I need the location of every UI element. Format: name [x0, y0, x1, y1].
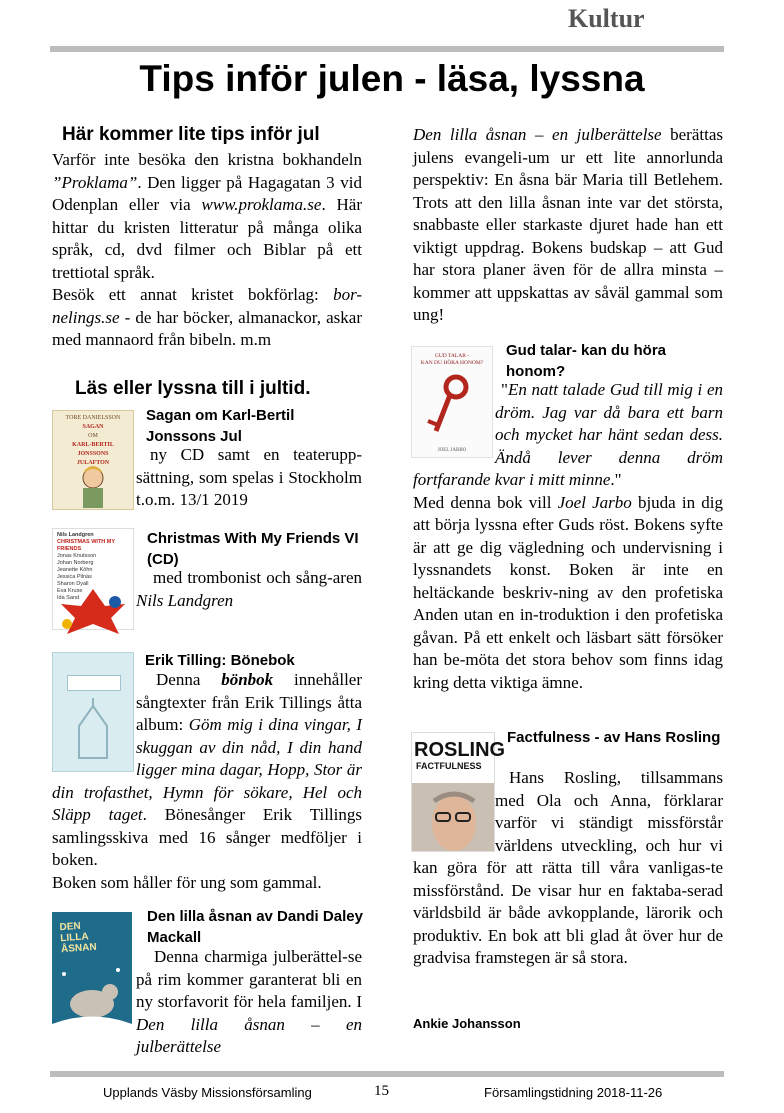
- asnan-text-cont: Den lilla åsnan – en julberättelse berättas julens evangeli-um ur ett lite annorlunda perspektiv: En åsna bär Maria till Betlehem. Trots att den lilla åsnan inte var det största, snabbaste eller starkaste djuret hade han ett viktigt uppdrag. Bokens budskap – att Gud har stora planer även för de allra minsta – kommer att uppskattas av såväl gammal som ung!: [413, 125, 723, 324]
- page-number: 15: [374, 1083, 389, 1099]
- asnan-text-start: Denna charmiga julberättel-se på rim kommer garanterat bli en ny storfavorit för hela familjen. I Den lilla åsnan – en julberättelse: [136, 947, 362, 1056]
- footer-left: Upplands Väsby Missionsförsamling: [103, 1085, 312, 1100]
- fact-title: Factfulness - av Hans Rosling: [507, 729, 721, 746]
- footer-right: Församlingstidning 2018-11-26: [484, 1085, 663, 1100]
- gud-title: Gud talar- kan du höra honom?: [506, 342, 667, 380]
- intro-text: Varför inte besöka den kristna bokhandeln ”Proklama”. Den ligger på Hagagatan 3 vid Odenplan eller via www.proklama.se. Här hittar du kristen litteratur på många olika språk, cd, dvd filmer och Biblar på ett trettiotal språk. Besök ett annat kristet bokförlag: bor-nelings.se - de har böcker, almanackor, askar med mannaord från bibeln. m.m: [52, 150, 362, 349]
- tilling-title: Erik Tilling: Bönebok: [145, 652, 295, 669]
- gud-cover: GUD TALAR - KAN DU HÖRA HONOM? JOEL JARBO: [411, 346, 493, 458]
- fact-text: Hans Rosling, tillsammans med Ola och Anna, förklarar varför vi ständigt missförstår världens utveckling, och hur vi kan göra för att rätta till våra vanligas-te missförstånd. De visar hur en faktaba-serad världsbild är både avkopplande, lärorik och produktiv. En bok att bli glad åt över hur de gradvisa framstegen är så stora.: [413, 768, 723, 967]
- sagan-title: Sagan om Karl-Bertil Jonssons Jul: [146, 407, 295, 445]
- sagan-text: ny CD samt en teaterupp-sättning, som spelas i Stockholm t.o.m. 13/1 2019: [136, 445, 362, 509]
- footer-rule: [50, 1071, 724, 1077]
- header-rule: [50, 46, 724, 52]
- page-title: Tips inför julen - läsa, lyssna: [139, 58, 645, 99]
- fact-cover: ROSLING FACTFULNESS: [411, 732, 495, 852]
- sagan-cover: TORE DANIELSSON SAGAN OM KARL-BERTIL JONSSONS JULAFTON: [52, 410, 134, 510]
- section-label: Kultur: [568, 4, 645, 33]
- tilling-text: Denna bönbok innehåller sångtexter från Erik Tillings åtta album: Göm mig i dina vingar, I skuggan av din nåd, I din hand ligger mina dagar, Hopp, Stor är din trofasthet, Hymn för sökare, Hel och Släpp taget. Bönesånger Erik Tillings samlingsskiva med 16 sånger medföljer i boken. Boken som håller för ung som gammal.: [52, 670, 362, 892]
- asnan-title: Den lilla åsnan av Dandi Daley Mackall: [147, 908, 363, 946]
- christmas-title: Christmas With My Friends VI (CD): [147, 530, 359, 568]
- christmas-text: med trombonist och sång-aren Nils Landgren: [136, 568, 362, 610]
- bornelings-link[interactable]: bor-nelings.se: [52, 285, 362, 327]
- gud-text: "En natt talade Gud till mig i en dröm. Jag var då bara ett barn och mycket har hänt sedan dess. Ändå lever denna dröm fortfarande kvar i mitt minne." Med denna bok vill Joel Jarbo bjuda in dig att börja lyssna efter Guds röst. Bokens syfte är att ge dig vägledning och undervisning i lyssnandets konst. Boken är inte en heltäckande beskriv-ning av den profetiska Anden utan en in-troduktion i den profetiska gåvan. På ett enkelt och läsbart sätt försöker han be-möta det stora behov som finns idag kring detta viktiga ämne.: [413, 380, 723, 692]
- author: Ankie Johansson: [413, 1016, 521, 1031]
- asnan-cover: DEN LILLA ÅSNAN: [52, 912, 132, 1032]
- proklama-link[interactable]: www.proklama.se: [201, 195, 322, 214]
- christmas-cover: Nils Landgren CHRISTMAS WITH MY FRIENDS Jonas Knutsson Johan Norberg Jeanette Köhn Jessica Pilnäs Sharon Dyall Eva Kruse Ida Sand: [52, 528, 134, 630]
- listen-heading: Läs eller lyssna till i jultid.: [75, 378, 311, 399]
- intro-heading: Här kommer lite tips inför jul: [62, 124, 320, 145]
